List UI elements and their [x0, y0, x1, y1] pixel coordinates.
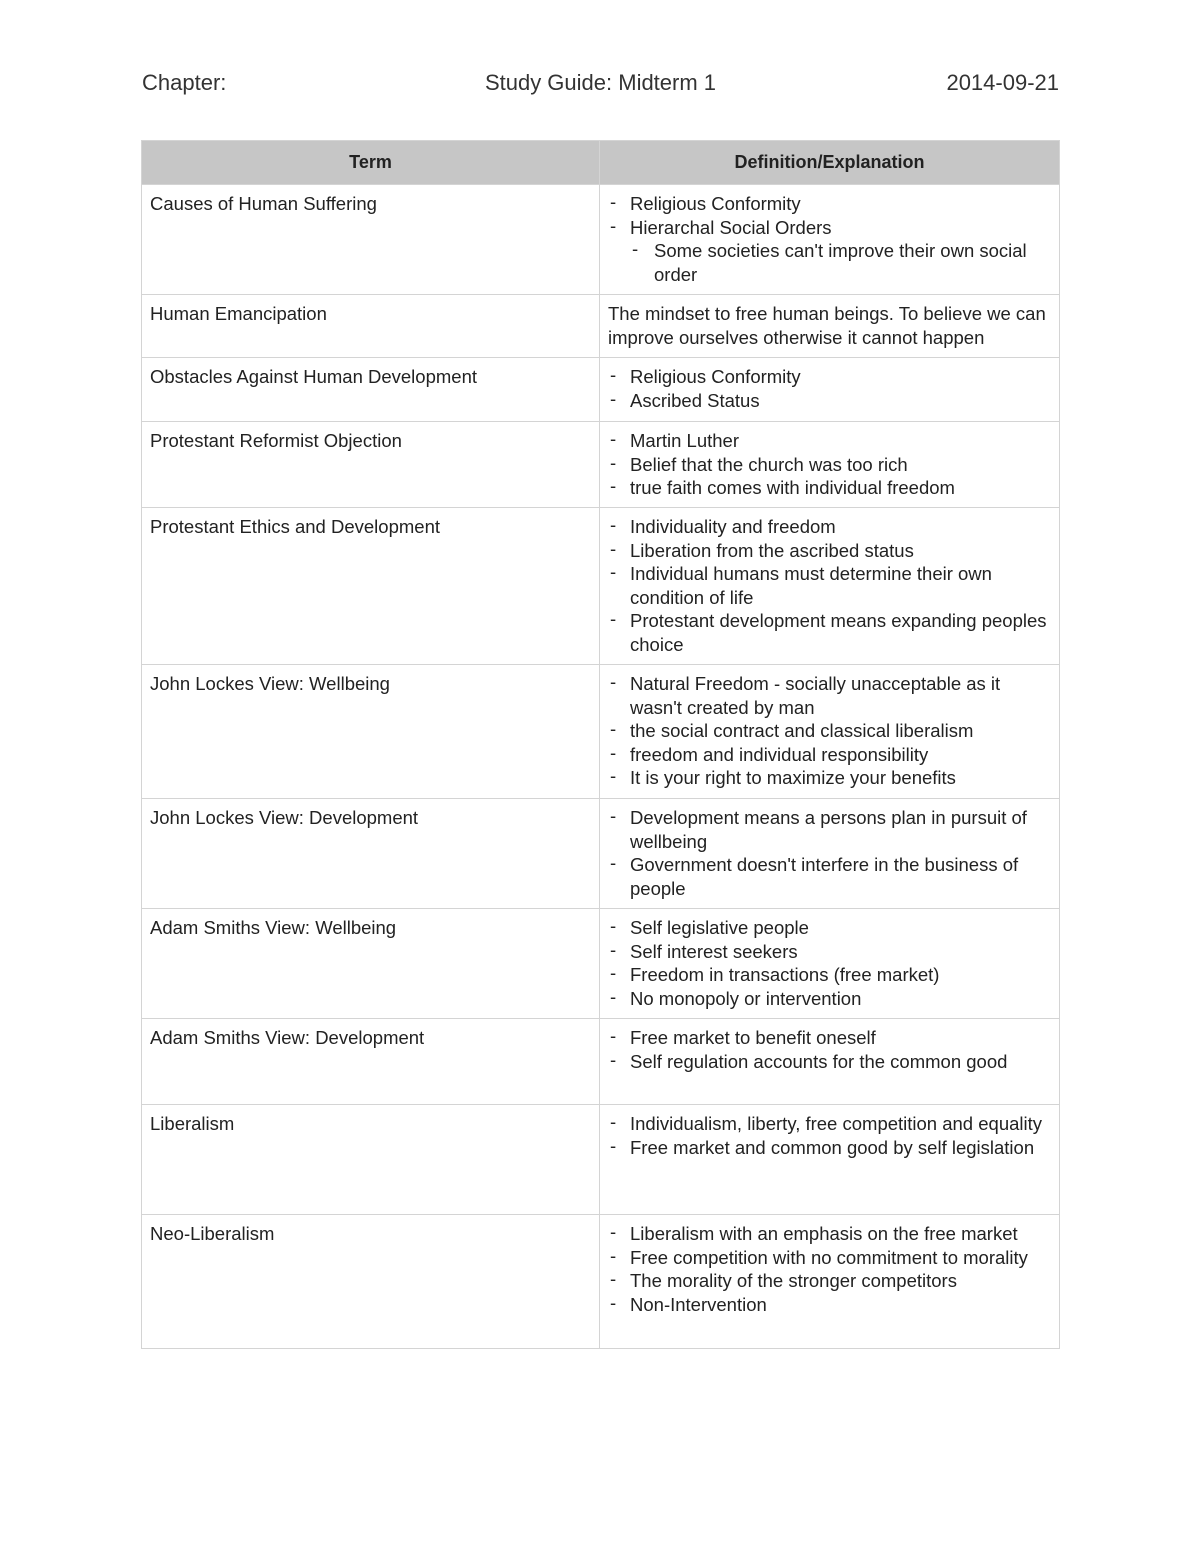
term-cell: Human Emancipation — [142, 295, 600, 358]
definition-list — [608, 1222, 1051, 1316]
table-row — [142, 358, 1060, 422]
sub-list — [630, 239, 1051, 286]
definition-list — [608, 672, 1051, 790]
list-item — [608, 1246, 1051, 1270]
list-item — [608, 389, 1051, 413]
term-cell: John Lockes View: Wellbeing — [142, 665, 600, 799]
list-item — [608, 987, 1051, 1011]
term-cell: Adam Smiths View: Wellbeing — [142, 909, 600, 1019]
chapter-label: Chapter: — [142, 70, 227, 95]
list-item — [608, 806, 1051, 853]
list-item-text: It is your right to maximize your benefits — [630, 767, 956, 788]
definition-cell — [600, 1215, 1060, 1349]
definition-list — [608, 515, 1051, 656]
definition-cell — [600, 185, 1060, 295]
list-item-text: Self regulation accounts for the common good — [630, 1050, 1008, 1072]
definition-cell — [600, 799, 1060, 909]
definition-text: The mindset to free human beings. To believe we can improve ourselves otherwise it cannot happen — [608, 303, 1046, 348]
list-item — [608, 476, 1051, 500]
list-item — [608, 365, 1051, 389]
term-cell: John Lockes View: Development — [142, 799, 600, 909]
list-item — [608, 853, 1051, 900]
list-item-text: Self interest seekers — [630, 940, 798, 962]
list-item — [608, 609, 1051, 656]
list-item-text: Free market and common good by self legislation — [630, 1136, 1035, 1158]
list-item-text: Hierarchal Social Orders — [630, 216, 832, 238]
definition-cell — [600, 1019, 1060, 1105]
definition-list — [608, 192, 1051, 286]
definition-cell — [600, 665, 1060, 799]
page-header — [142, 70, 1059, 100]
table-row — [142, 665, 1060, 799]
list-item-text: Martin Luther — [630, 430, 739, 451]
list-item — [608, 1112, 1051, 1136]
sub-list-item: - Some societies can't improve their own social order — [630, 239, 1051, 286]
table-row — [142, 1215, 1060, 1349]
term-cell: Causes of Human Suffering — [142, 185, 600, 295]
list-item — [608, 539, 1051, 563]
table-row — [142, 422, 1060, 508]
list-item — [608, 192, 1051, 216]
definition-cell — [600, 1105, 1060, 1215]
table-body — [142, 185, 1060, 1349]
definition-list — [608, 1112, 1051, 1159]
definition-list — [608, 916, 1051, 1010]
table-row — [142, 1105, 1060, 1215]
list-item-text: Ascribed Status — [630, 389, 760, 411]
list-item-text: Religious Conformity — [630, 193, 801, 214]
list-item — [608, 1136, 1051, 1160]
term-cell: Adam Smiths View: Development — [142, 1019, 600, 1105]
list-item-text: Liberation from the ascribed status — [630, 539, 914, 561]
list-item-text: Protestant development means expanding peoples choice — [630, 610, 1047, 655]
term-cell: Obstacles Against Human Development — [142, 358, 600, 422]
definition-list — [608, 365, 1051, 412]
list-item — [608, 1026, 1051, 1050]
list-item-text: Free market to benefit oneself — [630, 1027, 876, 1048]
list-item-text: Belief that the church was too rich — [630, 453, 908, 475]
list-item — [608, 1293, 1051, 1317]
definition-cell — [600, 508, 1060, 665]
definition-cell — [600, 295, 1060, 358]
definition-list — [608, 429, 1051, 500]
list-item-text: Individual humans must determine their own condition of life — [630, 563, 992, 608]
list-item — [608, 766, 1051, 790]
list-item — [608, 672, 1051, 719]
list-item — [608, 940, 1051, 964]
list-item — [608, 963, 1051, 987]
table-row — [142, 185, 1060, 295]
definition-list — [608, 806, 1051, 900]
table-row — [142, 508, 1060, 665]
study-guide-table — [141, 140, 1060, 1349]
table-row — [142, 909, 1060, 1019]
definition-cell — [600, 909, 1060, 1019]
column-header-definition: Definition/Explanation — [600, 141, 1060, 185]
definition-cell — [600, 422, 1060, 508]
list-item-text: Development means a persons plan in pursuit of wellbeing — [630, 807, 1027, 852]
term-cell: Protestant Reformist Objection — [142, 422, 600, 508]
list-item — [608, 216, 1051, 287]
term-cell: Liberalism — [142, 1105, 600, 1215]
table-row — [142, 1019, 1060, 1105]
list-item-text: Government doesn't interfere in the business of people — [630, 854, 1019, 899]
list-item-text: Self legislative people — [630, 917, 809, 938]
list-item — [608, 429, 1051, 453]
list-item — [608, 562, 1051, 609]
table-row — [142, 799, 1060, 909]
definition-cell — [600, 358, 1060, 422]
term-cell: Neo-Liberalism — [142, 1215, 600, 1349]
table-row — [142, 295, 1060, 358]
list-item-text: The morality of the stronger competitors — [630, 1270, 957, 1291]
list-item-text: Individuality and freedom — [630, 516, 836, 537]
list-item — [608, 1222, 1051, 1246]
list-item — [608, 719, 1051, 743]
list-item-text: Religious Conformity — [630, 366, 801, 387]
list-item — [608, 1050, 1051, 1074]
document-date: 2014-09-21 — [946, 70, 1059, 95]
list-item — [608, 1269, 1051, 1293]
list-item-text: freedom and individual responsibility — [630, 743, 929, 765]
term-cell: Protestant Ethics and Development — [142, 508, 600, 665]
list-item-text: Freedom in transactions (free market) — [630, 964, 940, 985]
list-item-text: Individualism, liberty, free competition and equality — [630, 1113, 1043, 1134]
list-item — [608, 515, 1051, 539]
column-header-term: Term — [142, 141, 600, 185]
table-header-row — [142, 141, 1060, 185]
definition-list — [608, 1026, 1051, 1073]
list-item-text: No monopoly or intervention — [630, 987, 862, 1009]
list-item-text: Free competition with no commitment to morality — [630, 1246, 1028, 1268]
list-item-text: true faith comes with individual freedom — [630, 477, 955, 498]
list-item-text: Natural Freedom - socially unacceptable as it wasn't created by man — [630, 673, 1001, 718]
list-item-text: Liberalism with an emphasis on the free market — [630, 1223, 1018, 1244]
list-item — [608, 916, 1051, 940]
list-item-text: the social contract and classical liberalism — [630, 720, 974, 741]
list-item-text: Non-Intervention — [630, 1293, 767, 1315]
list-item — [608, 453, 1051, 477]
document-title: Study Guide: Midterm 1 — [484, 70, 717, 95]
list-item — [608, 743, 1051, 767]
